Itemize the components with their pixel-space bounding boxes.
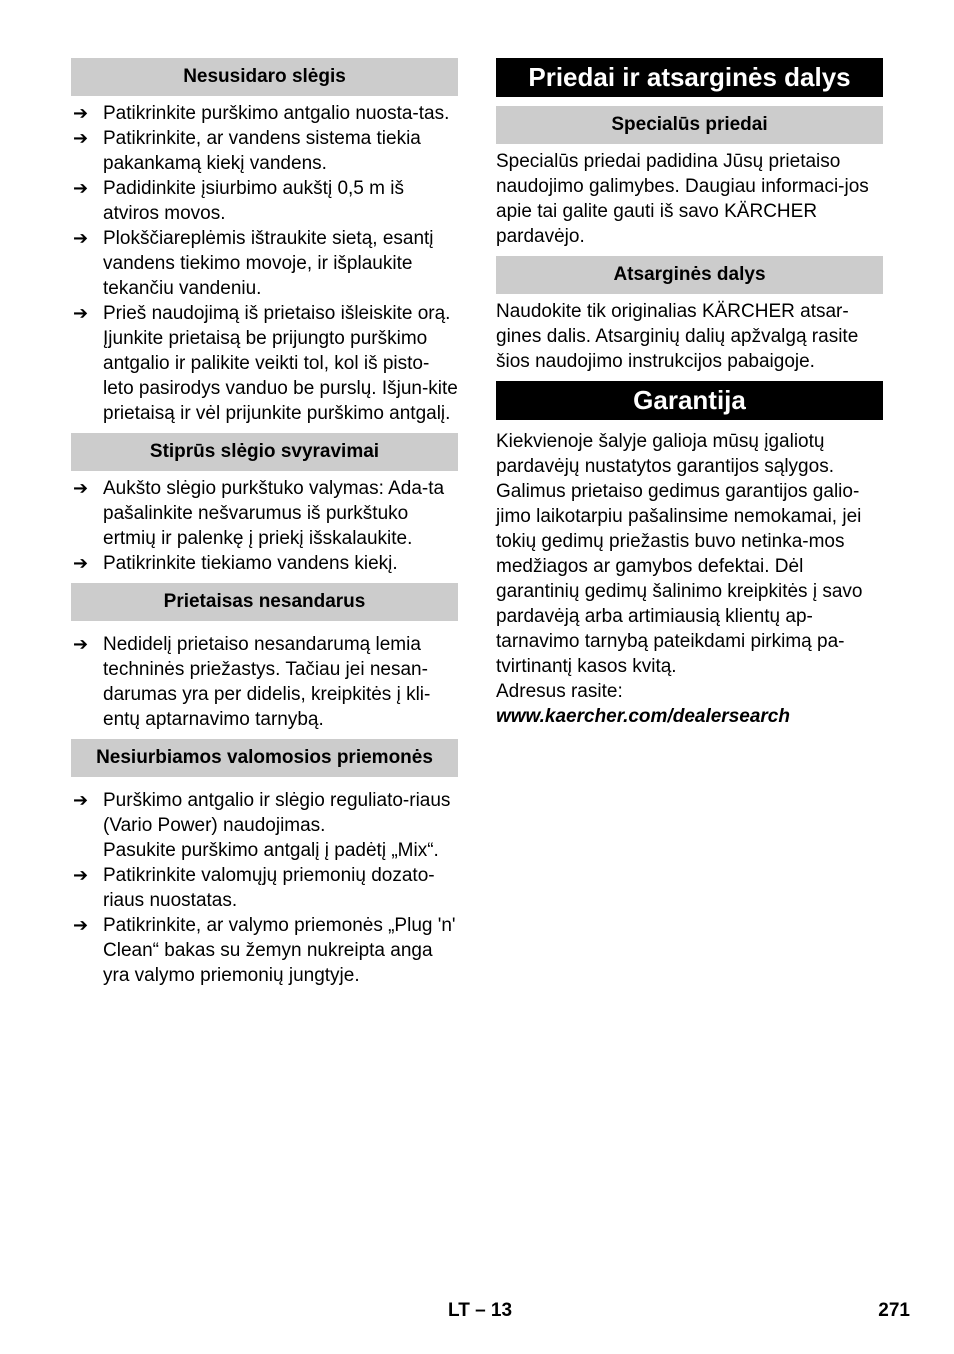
dealer-search-link[interactable]: www.kaercher.com/dealersearch (496, 706, 790, 727)
warranty-text: Kiekvienoje šalyje galioja mūsų įgaliotų pardavėjų nustatytos garantijos sąlygos. Galimus prietaiso gedimus garantijos galio-jimo laikotarpiu pašalinsime nemokamai, jei tokių gedimų priežastis buvo netinka-mos medžiagos ar gamybos defektai. Dėl garantinių gedimų šalinimo kreipkitės į savo pardavėją arba artimiausią klientų ap-tarnavimo tarnybą pateikdami pirkimą pa-tvirtinantį kasos kvitą. (496, 431, 863, 677)
list-item: ➔ Purškimo antgalio ir slėgio reguliato-riaus (Vario Power) naudojimas. Pasukite purškimo antgalį į padėtį „Mix“. (71, 788, 458, 863)
list-item: ➔ Patikrinkite, ar valymo priemonės „Plug 'n' Clean“ bakas su žemyn nukreipta anga yra valymo priemonių jungtyje. (73, 915, 456, 986)
special-accessories-text: Specialūs priedai padidina Jūsų prietaiso naudojimo galimybes. Daugiau informaci-jos apie tai galite gauti iš savo KÄRCHER pardavėjo. (496, 151, 869, 247)
arrow-right-icon: ➔ (73, 178, 89, 198)
page-number: 271 (878, 1300, 910, 1321)
list-item: ➔ Patikrinkite purškimo antgalio nuosta-tas. (73, 103, 450, 124)
arrow-right-icon: ➔ (73, 478, 89, 498)
arrow-right-icon: ➔ (73, 553, 89, 573)
list-item: ➔ Patikrinkite tiekiamo vandens kiekį. (73, 553, 398, 574)
arrow-right-icon: ➔ (73, 103, 89, 123)
list-item: ➔ Nedidelį prietaiso nesandarumą lemia techninės priežastys. Tačiau jei nesan-darumas yra per didelis, kreipkitės į kli-entų aptarnavimo tarnybą. (73, 634, 431, 730)
list-item: ➔ Aukšto slėgio purkštuko valymas: Ada-ta pašalinkite nešvarumus iš purkštuko ertmių ir palenkę į priekį išskalaukite. (73, 478, 445, 549)
list-item-continuation: Pasukite purškimo antgalį į padėtį „Mix“. (103, 840, 439, 861)
address-label: Adresus rasite: (496, 681, 623, 702)
list-item: ➔ Plokščiareplėmis ištraukite sietą, esantį vandens tiekimo movoje, ir išplaukite tekančiu vandeniu. (73, 228, 434, 299)
bullet-list-pressure-fluctuation (71, 476, 458, 576)
accessories-title: Priedai ir atsarginės dalys (496, 58, 883, 97)
right-column (496, 58, 883, 729)
footer-language-page: LT – 13 (448, 1300, 513, 1321)
arrow-right-icon: ➔ (73, 865, 89, 885)
bullet-list-no-pressure (71, 101, 458, 426)
spare-parts-text: Naudokite tik originalias KÄRCHER atsar-gines dalis. Atsarginių dalių apžvalgą rasite šios naudojimo instrukcijos pabaigoje. (496, 301, 859, 372)
list-item: ➔ Prieš naudojimą iš prietaiso išleiskite orą. Įjunkite prietaisą be prijungto purškimo antgalio ir palikite veikti tol, kol iš pisto-leto pasirodys vanduo be purslų. Išjun-kite prietaisą ir vėl prijunkite purškimo antgalį. (73, 303, 458, 424)
warranty-title: Garantija (496, 381, 883, 420)
arrow-right-icon: ➔ (73, 790, 89, 810)
section-heading-leaking: Prietaisas nesandarus (71, 583, 458, 621)
arrow-right-icon: ➔ (73, 915, 89, 935)
arrow-right-icon: ➔ (73, 128, 89, 148)
list-item: ➔ Patikrinkite valomųjų priemonių dozato-riaus nuostatas. (73, 865, 435, 911)
list-item: ➔ Patikrinkite, ar vandens sistema tiekia pakankamą kiekį vandens. (73, 128, 421, 174)
section-heading-special-accessories: Specialūs priedai (496, 106, 883, 144)
arrow-right-icon: ➔ (73, 228, 89, 248)
list-item: ➔ Padidinkite įsiurbimo aukštį 0,5 m iš atviros movos. (73, 178, 404, 224)
section-heading-pressure-fluctuation: Stiprūs slėgio svyravimai (71, 433, 458, 471)
section-heading-no-pressure: Nesusidaro slėgis (71, 58, 458, 96)
section-heading-spare-parts: Atsarginės dalys (496, 256, 883, 294)
bullet-list-detergent (71, 788, 458, 988)
arrow-right-icon: ➔ (73, 634, 89, 654)
section-heading-detergent: Nesiurbiamos valomosios priemonės (71, 739, 458, 777)
bullet-list-leaking (71, 632, 458, 732)
arrow-right-icon: ➔ (73, 303, 89, 323)
list-item-continuation: Įjunkite prietaisą be prijungto purškimo antgalio ir palikite veikti tol, kol iš pisto-leto pasirodys vanduo be purslų. Išjun-kite prietaisą ir vėl prijunkite purškimo antgalį. (103, 328, 458, 424)
left-column (71, 58, 458, 995)
